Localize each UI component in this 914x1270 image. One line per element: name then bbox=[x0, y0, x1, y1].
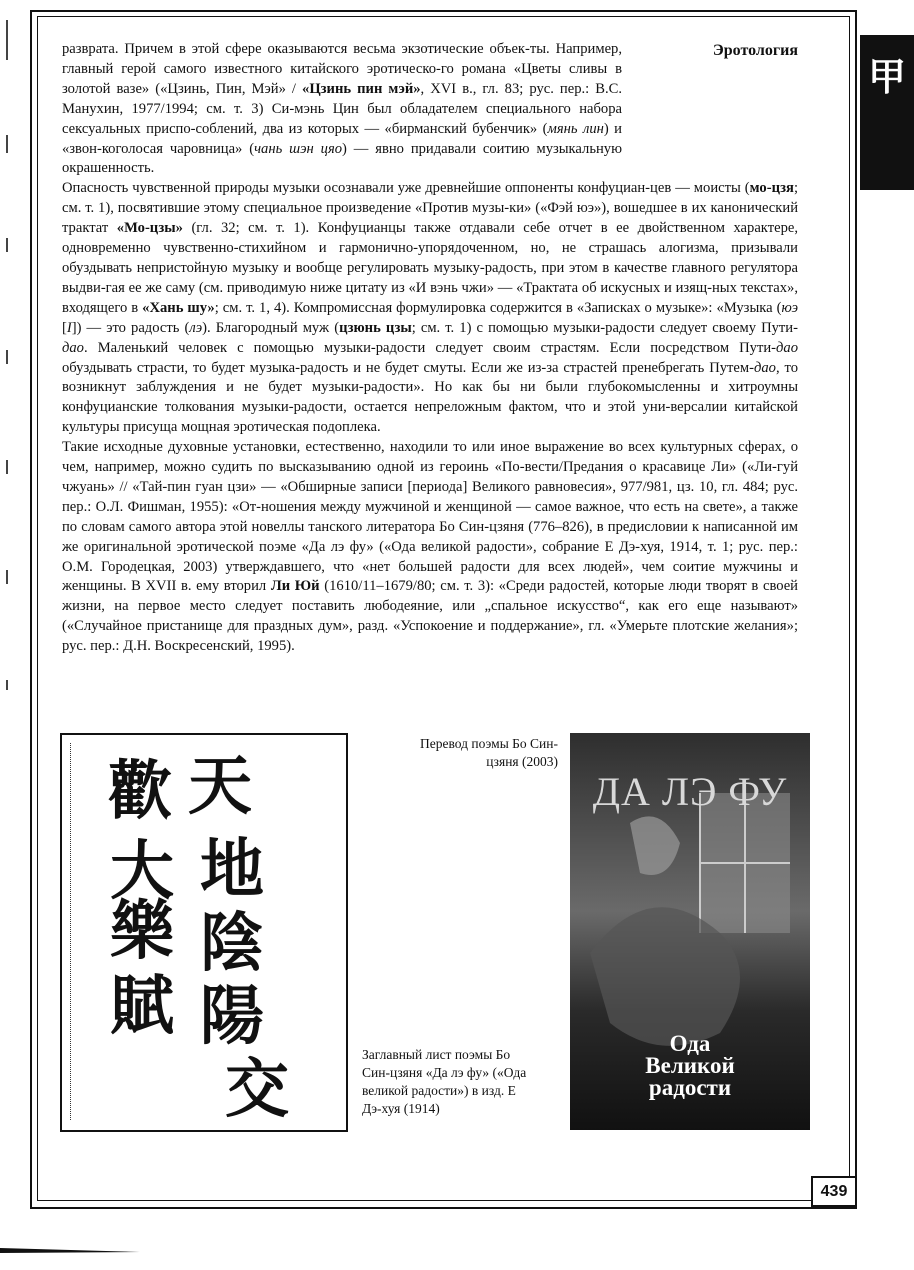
page-number: 439 bbox=[811, 1176, 857, 1207]
cover-title: ДА ЛЭ ФУ bbox=[592, 769, 788, 814]
cover-caption: Перевод поэмы Бо Син-цзяня (2003) bbox=[420, 736, 558, 769]
calligraphy-char: 樂 bbox=[110, 895, 174, 969]
calligraphy-char: 賦 bbox=[110, 970, 174, 1044]
calligraphy-char: 陽 bbox=[200, 980, 264, 1054]
cover-subtitle bbox=[570, 1033, 810, 1099]
margin-mark bbox=[6, 350, 8, 364]
cover-subtitle-line: Великой bbox=[645, 1053, 735, 1078]
calligraphy-char: 天 bbox=[188, 750, 252, 824]
margin-mark bbox=[6, 20, 8, 60]
margin-mark bbox=[6, 460, 8, 474]
paragraph-3: Такие исходные духовные установки, естественно, находили то или иное выражение во всех культурных сферах, о чем, например, можно судить по высказыванию одной из героинь «По-вести/Предания о красавице Ли» («Ли-гуй чжуань» // «Тай-пин гуан цзи» — «Обширные записи [периода] Великого равновесия», 977/981, цз. 10, гл. 484; рус. пер.: О.Л. Фишман, 1955): «От-ношения между мужчиной и женщиной — самое важное, что есть на свете», а также по словам самого автора этой новеллы танского литератора Бо Син-цзяня (776–826), в предисловии к написанной им же оригинальной эротической поэме «Да лэ фу» («Ода великой радости», собрание Е Дэ-хуя, 1914, т. 1; рус. пер.: О.М. Городецкая, 2003) утверждавшего, что «нет большей радости для всех людей», чем соитие мужчины и женщины. В XVII в. ему вторил Ли Юй (1610/11–1679/80; см. т. 3): «Среди радостей, которые люди творят в своей жизни, на первое место следует поставить любодеяние, или „спальное искусство“, как его еще называют» («Случайное пристанище для праздных дум», разд. «Успокоение и поддержание», гл. «Умерьте плотские желания»; рус. пер.: Д.Н. Воскресенский, 1995). bbox=[62, 439, 798, 655]
calligraphy-char: 地 bbox=[200, 833, 264, 907]
calligraphy-char: 歡 bbox=[108, 755, 172, 829]
running-head: Эротология bbox=[712, 42, 798, 59]
paragraph-1: разврата. Причем в этой сфере оказываются весьма экзотические объек-ты. Например, главный герой самого известного китайского эротическо-го романа «Цветы сливы в золотой вазе» («Цзинь, Пин, Мэй» / «Цзинь пин мэй», XVI в., гл. 83; рус. пер.: B.C. Манухин, 1977/1994; см. т. 3) Си-мэнь Цин был обладателем специального набора сексуальных приспо-соблений, два из которых — «бирманский бубенчик» (мянь лин) и «звон-коголосая чаровница» (чань шэн цяо) — явно придавали соитию музыкальную окрашенность. bbox=[62, 41, 623, 177]
cover-subtitle-line: Ода bbox=[669, 1031, 711, 1056]
calligraphy-char: 交 bbox=[225, 1053, 289, 1127]
footer-line bbox=[0, 1246, 140, 1254]
calligraphy-char: 大 bbox=[110, 835, 174, 909]
margin-mark bbox=[6, 135, 8, 153]
margin-mark bbox=[6, 238, 8, 252]
calligraphy-caption: Заглавный лист поэмы Бо Син-цзяня «Да лэ фу» («Ода великой радости») в изд. Е Дэ-хуя (1914) bbox=[362, 1047, 527, 1116]
book-cover bbox=[570, 733, 810, 1130]
margin-mark bbox=[6, 570, 8, 584]
paragraph-2: Опасность чувственной природы музыки осознавали уже древнейшие оппоненты конфуциан-цев — моисты (мо-цзя; см. т. 1), посвятившие этому специальное произведение «Против музы-ки» («Фэй юэ»), вошедшее в их канонический трактат «Мо-цзы» (гл. 32; см. т. 1). Конфуцианцы также отдавали себе отчет в ее двойственном характере, одновременно чувственно-стихийном и гармонично-упорядоченном, но, не страшась алогизма, призывали обуздывать непристойную музыку и вообще регулировать музыку-радость, при этом в качестве главного регулятора выдви-гая ее же саму (см. приводимую ниже цитату из «И вэнь чжи» — «Трактата об искусных и изящ-ных текстах», входящего в «Хань шу»; см. т. 1, 4). Компромиссная формулировка содержится в «Записках о музыке»: «Музыка (юэ [I]) — это радость (лэ). Благородный муж (цзюнь цзы; см. т. 1) с помощью музыки-радости следует своему Пути-дао. Маленький человек с помощью музыки-радости следует своим страстям. Если посредством Пути-дао обуздывать страсти, то будет музыка-радость и не будет смуты. Если же из-за страстей пренебрегать Путем-дао, то возникнут заблуждения и не будет музыки-радости». Но как бы ни были глубокомысленны и хитроумны конфуцианские толкования музыки-радости, остается непреложным фактом, что и этой уни-версалии китайской культуры присуща мощная эротическая подоплека. bbox=[62, 180, 799, 436]
section-tab-glyph: 甲 bbox=[867, 55, 906, 99]
margin-mark bbox=[6, 680, 8, 690]
calligraphy-char: 陰 bbox=[200, 907, 264, 981]
body-text bbox=[62, 40, 798, 657]
cover-subtitle-line: радости bbox=[648, 1075, 732, 1100]
